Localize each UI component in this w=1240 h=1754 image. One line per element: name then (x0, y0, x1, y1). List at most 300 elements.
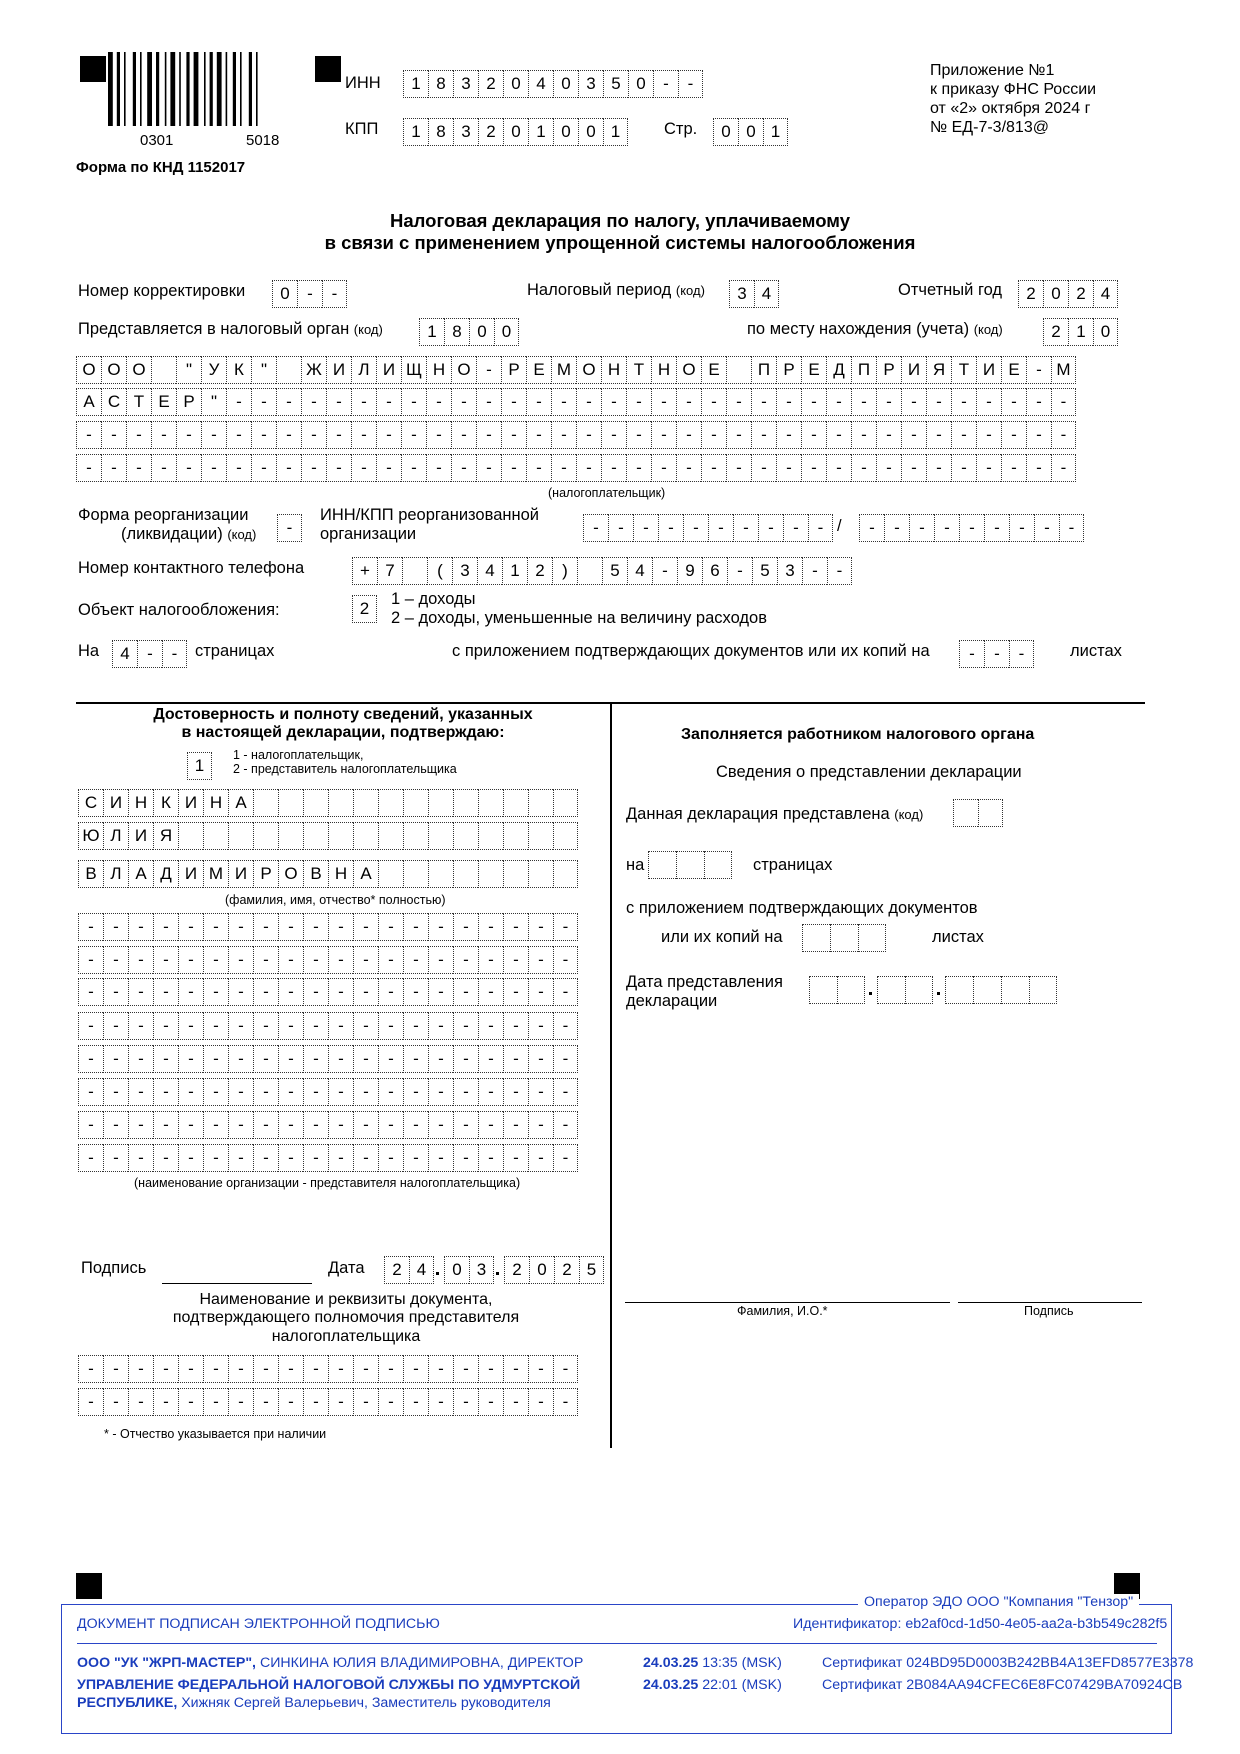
char-cell[interactable]: - (153, 946, 178, 974)
char-cell[interactable]: - (451, 388, 476, 416)
char-cell[interactable]: - (101, 421, 126, 449)
char-cell[interactable]: - (976, 388, 1001, 416)
char-cell[interactable]: - (128, 1012, 153, 1040)
char-cell[interactable]: - (228, 913, 253, 941)
char-cell[interactable]: - (701, 421, 726, 449)
char-cell[interactable]: - (151, 454, 176, 482)
char-cell[interactable]: 2 (527, 557, 552, 585)
char-cell[interactable]: 5 (602, 557, 627, 585)
char-cell[interactable]: - (303, 1078, 328, 1106)
char-cell[interactable]: - (426, 421, 451, 449)
char-cell[interactable]: - (103, 946, 128, 974)
char-cell[interactable]: О (76, 356, 101, 384)
char-cell[interactable]: 2 (1068, 280, 1093, 308)
char-cell[interactable]: - (253, 1388, 278, 1416)
char-cell[interactable]: 1 (187, 752, 212, 780)
char-cell[interactable]: Т (126, 388, 151, 416)
char-cell[interactable]: - (278, 1144, 303, 1172)
char-cell[interactable]: - (501, 388, 526, 416)
char-cell[interactable]: 0 (529, 1256, 554, 1284)
empty-cell[interactable] (802, 924, 830, 952)
char-cell[interactable]: - (884, 514, 909, 542)
char-cell[interactable]: - (426, 454, 451, 482)
char-cell[interactable] (403, 860, 428, 888)
char-cell[interactable]: 3 (777, 557, 802, 585)
char-cell[interactable]: - (1001, 421, 1026, 449)
char-cell[interactable]: - (403, 1355, 428, 1383)
char-cell[interactable] (577, 557, 602, 585)
char-cell[interactable]: - (476, 421, 501, 449)
char-cell[interactable]: - (453, 946, 478, 974)
char-cell[interactable]: - (103, 1111, 128, 1139)
char-cell[interactable] (528, 789, 553, 817)
char-cell[interactable]: 2 (478, 118, 503, 146)
char-cell[interactable]: Д (826, 356, 851, 384)
char-cell[interactable]: 0 (272, 280, 297, 308)
char-cell[interactable]: - (1026, 356, 1051, 384)
char-cell[interactable]: - (303, 1144, 328, 1172)
char-cell[interactable]: 4 (112, 640, 137, 668)
char-cell[interactable]: - (326, 421, 351, 449)
char-cell[interactable]: - (301, 388, 326, 416)
char-cell[interactable]: - (78, 1111, 103, 1139)
char-cell[interactable]: И (901, 356, 926, 384)
char-cell[interactable]: - (1001, 454, 1026, 482)
char-cell[interactable]: " (251, 356, 276, 384)
char-cell[interactable]: - (553, 1078, 578, 1106)
char-cell[interactable] (203, 822, 228, 850)
char-cell[interactable]: Т (626, 356, 651, 384)
char-cell[interactable]: Л (103, 822, 128, 850)
char-cell[interactable]: 0 (578, 118, 603, 146)
char-cell[interactable]: - (653, 70, 678, 98)
char-cell[interactable]: - (128, 946, 153, 974)
char-cell[interactable] (553, 789, 578, 817)
char-cell[interactable]: - (633, 514, 658, 542)
char-cell[interactable]: - (228, 1144, 253, 1172)
char-cell[interactable]: - (551, 388, 576, 416)
char-cell[interactable]: - (851, 388, 876, 416)
char-cell[interactable]: 2 (554, 1256, 579, 1284)
char-cell[interactable]: - (802, 557, 827, 585)
char-cell[interactable]: - (328, 1111, 353, 1139)
empty-cell[interactable] (858, 924, 886, 952)
char-cell[interactable]: - (178, 946, 203, 974)
char-cell[interactable]: - (103, 1355, 128, 1383)
char-cell[interactable]: 9 (677, 557, 702, 585)
char-cell[interactable]: 0 (503, 118, 528, 146)
char-cell[interactable] (402, 557, 427, 585)
char-cell[interactable]: О (576, 356, 601, 384)
char-cell[interactable]: - (403, 913, 428, 941)
char-cell[interactable]: Р (776, 356, 801, 384)
char-cell[interactable] (528, 822, 553, 850)
char-cell[interactable]: 0 (738, 118, 763, 146)
char-cell[interactable]: - (708, 514, 733, 542)
char-cell[interactable] (503, 822, 528, 850)
char-cell[interactable]: - (401, 421, 426, 449)
char-cell[interactable]: Я (153, 822, 178, 850)
char-cell[interactable]: - (901, 421, 926, 449)
char-cell[interactable]: - (153, 1012, 178, 1040)
char-cell[interactable]: - (901, 454, 926, 482)
char-cell[interactable]: - (428, 1388, 453, 1416)
char-cell[interactable]: - (428, 1144, 453, 1172)
char-cell[interactable] (228, 822, 253, 850)
char-cell[interactable]: 0 (1043, 280, 1068, 308)
char-cell[interactable] (528, 860, 553, 888)
char-cell[interactable]: 7 (377, 557, 402, 585)
char-cell[interactable]: - (426, 388, 451, 416)
char-cell[interactable]: - (727, 557, 752, 585)
char-cell[interactable]: П (751, 356, 776, 384)
char-cell[interactable]: - (428, 1078, 453, 1106)
char-cell[interactable]: - (959, 514, 984, 542)
char-cell[interactable]: - (478, 1388, 503, 1416)
char-cell[interactable]: - (278, 1012, 303, 1040)
char-cell[interactable]: - (153, 1111, 178, 1139)
char-cell[interactable] (276, 356, 301, 384)
char-cell[interactable]: Т (951, 356, 976, 384)
char-cell[interactable]: 0 (713, 118, 738, 146)
char-cell[interactable] (553, 860, 578, 888)
char-cell[interactable]: - (328, 1012, 353, 1040)
char-cell[interactable]: - (228, 1388, 253, 1416)
char-cell[interactable]: - (203, 1144, 228, 1172)
char-cell[interactable]: - (608, 514, 633, 542)
char-cell[interactable]: - (528, 1078, 553, 1106)
empty-cell[interactable] (648, 851, 676, 879)
char-cell[interactable]: - (701, 454, 726, 482)
char-cell[interactable]: - (353, 946, 378, 974)
char-cell[interactable]: - (576, 421, 601, 449)
char-cell[interactable]: - (353, 978, 378, 1006)
char-cell[interactable]: 8 (428, 70, 453, 98)
char-cell[interactable]: Р (876, 356, 901, 384)
char-cell[interactable]: - (253, 1012, 278, 1040)
char-cell[interactable]: У (201, 356, 226, 384)
char-cell[interactable]: Л (351, 356, 376, 384)
char-cell[interactable]: - (401, 454, 426, 482)
char-cell[interactable]: - (428, 1355, 453, 1383)
char-cell[interactable]: И (128, 822, 153, 850)
char-cell[interactable]: И (976, 356, 1001, 384)
char-cell[interactable]: Р (253, 860, 278, 888)
char-cell[interactable]: - (553, 1144, 578, 1172)
char-cell[interactable]: 2 (1043, 318, 1068, 346)
char-cell[interactable]: - (501, 421, 526, 449)
char-cell[interactable]: 8 (428, 118, 453, 146)
char-cell[interactable]: - (178, 1388, 203, 1416)
char-cell[interactable]: - (328, 1144, 353, 1172)
char-cell[interactable]: - (951, 421, 976, 449)
char-cell[interactable]: - (128, 1355, 153, 1383)
char-cell[interactable]: К (226, 356, 251, 384)
char-cell[interactable]: 6 (702, 557, 727, 585)
char-cell[interactable]: И (103, 789, 128, 817)
char-cell[interactable]: М (551, 356, 576, 384)
char-cell[interactable]: - (103, 1388, 128, 1416)
char-cell[interactable]: - (203, 1078, 228, 1106)
char-cell[interactable]: Е (801, 356, 826, 384)
char-cell[interactable]: - (876, 454, 901, 482)
char-cell[interactable]: - (278, 1388, 303, 1416)
char-cell[interactable]: - (403, 1388, 428, 1416)
char-cell[interactable] (503, 860, 528, 888)
char-cell[interactable]: - (876, 421, 901, 449)
char-cell[interactable]: - (78, 1355, 103, 1383)
char-cell[interactable]: - (478, 978, 503, 1006)
char-cell[interactable]: - (583, 514, 608, 542)
char-cell[interactable] (253, 789, 278, 817)
char-cell[interactable]: 0 (553, 70, 578, 98)
char-cell[interactable]: - (351, 388, 376, 416)
char-cell[interactable]: Щ (401, 356, 426, 384)
char-cell[interactable]: - (103, 1012, 128, 1040)
empty-cell[interactable] (1001, 976, 1029, 1004)
char-cell[interactable] (453, 789, 478, 817)
char-cell[interactable]: - (503, 946, 528, 974)
char-cell[interactable]: Н (328, 860, 353, 888)
char-cell[interactable]: - (328, 1355, 353, 1383)
char-cell[interactable]: - (984, 640, 1009, 668)
char-cell[interactable]: - (278, 1355, 303, 1383)
char-cell[interactable]: - (297, 280, 322, 308)
char-cell[interactable] (303, 789, 328, 817)
char-cell[interactable]: - (153, 1388, 178, 1416)
char-cell[interactable]: - (1059, 514, 1084, 542)
char-cell[interactable] (503, 789, 528, 817)
char-cell[interactable]: О (676, 356, 701, 384)
char-cell[interactable]: - (553, 913, 578, 941)
char-cell[interactable]: 1 (603, 118, 628, 146)
char-cell[interactable]: - (553, 946, 578, 974)
char-cell[interactable]: - (276, 454, 301, 482)
char-cell[interactable]: И (178, 789, 203, 817)
char-cell[interactable]: - (137, 640, 162, 668)
char-cell[interactable] (428, 822, 453, 850)
char-cell[interactable]: - (478, 1078, 503, 1106)
char-cell[interactable]: 5 (579, 1256, 604, 1284)
char-cell[interactable]: 4 (409, 1256, 434, 1284)
char-cell[interactable]: - (501, 454, 526, 482)
char-cell[interactable]: - (151, 421, 176, 449)
char-cell[interactable]: - (478, 1045, 503, 1073)
char-cell[interactable]: 8 (444, 318, 469, 346)
char-cell[interactable]: - (303, 1388, 328, 1416)
char-cell[interactable]: - (984, 514, 1009, 542)
char-cell[interactable]: В (303, 860, 328, 888)
char-cell[interactable]: - (503, 1012, 528, 1040)
char-cell[interactable]: - (78, 1144, 103, 1172)
char-cell[interactable]: - (201, 454, 226, 482)
char-cell[interactable]: - (403, 1012, 428, 1040)
char-cell[interactable]: - (808, 514, 833, 542)
char-cell[interactable]: - (976, 421, 1001, 449)
char-cell[interactable]: - (78, 1388, 103, 1416)
char-cell[interactable]: - (253, 913, 278, 941)
char-cell[interactable]: - (626, 454, 651, 482)
char-cell[interactable]: - (353, 1012, 378, 1040)
char-cell[interactable]: 5 (603, 70, 628, 98)
char-cell[interactable]: - (528, 1111, 553, 1139)
char-cell[interactable]: - (128, 1078, 153, 1106)
char-cell[interactable]: - (228, 946, 253, 974)
char-cell[interactable]: - (503, 1045, 528, 1073)
char-cell[interactable]: - (528, 1045, 553, 1073)
char-cell[interactable] (178, 822, 203, 850)
char-cell[interactable]: - (176, 454, 201, 482)
char-cell[interactable]: - (178, 1144, 203, 1172)
empty-cell[interactable] (1029, 976, 1057, 1004)
char-cell[interactable]: - (378, 913, 403, 941)
char-cell[interactable]: 3 (578, 70, 603, 98)
char-cell[interactable]: - (553, 1012, 578, 1040)
char-cell[interactable]: - (328, 913, 353, 941)
char-cell[interactable]: 3 (452, 557, 477, 585)
char-cell[interactable]: - (776, 454, 801, 482)
char-cell[interactable]: М (1051, 356, 1076, 384)
char-cell[interactable]: - (353, 1045, 378, 1073)
char-cell[interactable]: Р (501, 356, 526, 384)
char-cell[interactable]: - (301, 421, 326, 449)
char-cell[interactable]: " (201, 388, 226, 416)
char-cell[interactable] (478, 789, 503, 817)
char-cell[interactable] (253, 822, 278, 850)
char-cell[interactable]: - (228, 1111, 253, 1139)
char-cell[interactable]: ) (552, 557, 577, 585)
char-cell[interactable] (478, 822, 503, 850)
char-cell[interactable]: - (1009, 640, 1034, 668)
char-cell[interactable]: - (78, 1045, 103, 1073)
char-cell[interactable]: Н (128, 789, 153, 817)
char-cell[interactable]: В (78, 860, 103, 888)
char-cell[interactable]: - (478, 1355, 503, 1383)
char-cell[interactable]: 0 (628, 70, 653, 98)
char-cell[interactable]: - (826, 454, 851, 482)
char-cell[interactable]: 2 (1018, 280, 1043, 308)
char-cell[interactable]: Е (151, 388, 176, 416)
empty-cell[interactable] (877, 976, 905, 1004)
char-cell[interactable]: - (951, 454, 976, 482)
char-cell[interactable]: - (801, 388, 826, 416)
char-cell[interactable] (303, 822, 328, 850)
char-cell[interactable]: - (201, 421, 226, 449)
char-cell[interactable]: - (553, 978, 578, 1006)
char-cell[interactable]: - (751, 388, 776, 416)
char-cell[interactable]: - (503, 1078, 528, 1106)
char-cell[interactable]: - (726, 388, 751, 416)
char-cell[interactable]: - (959, 640, 984, 668)
char-cell[interactable]: - (328, 978, 353, 1006)
char-cell[interactable]: - (303, 913, 328, 941)
char-cell[interactable]: - (303, 978, 328, 1006)
char-cell[interactable]: Л (103, 860, 128, 888)
char-cell[interactable]: - (403, 1078, 428, 1106)
char-cell[interactable]: - (153, 1078, 178, 1106)
empty-cell[interactable] (953, 799, 978, 827)
char-cell[interactable]: - (153, 1045, 178, 1073)
char-cell[interactable]: 0 (494, 318, 519, 346)
char-cell[interactable]: О (278, 860, 303, 888)
char-cell[interactable] (726, 356, 751, 384)
char-cell[interactable]: - (128, 1144, 153, 1172)
char-cell[interactable]: - (678, 70, 703, 98)
char-cell[interactable]: - (451, 454, 476, 482)
char-cell[interactable]: - (203, 978, 228, 1006)
char-cell[interactable]: - (503, 913, 528, 941)
char-cell[interactable]: 0 (553, 118, 578, 146)
char-cell[interactable] (378, 789, 403, 817)
char-cell[interactable]: ( (427, 557, 452, 585)
char-cell[interactable]: - (253, 978, 278, 1006)
char-cell[interactable]: - (253, 1111, 278, 1139)
char-cell[interactable]: - (478, 946, 503, 974)
char-cell[interactable]: К (153, 789, 178, 817)
char-cell[interactable]: - (403, 978, 428, 1006)
char-cell[interactable]: Ю (78, 822, 103, 850)
char-cell[interactable]: - (328, 1078, 353, 1106)
char-cell[interactable]: - (726, 421, 751, 449)
char-cell[interactable]: 2 (504, 1256, 529, 1284)
char-cell[interactable]: - (776, 388, 801, 416)
char-cell[interactable]: - (926, 388, 951, 416)
char-cell[interactable]: - (676, 388, 701, 416)
char-cell[interactable]: 2 (478, 70, 503, 98)
char-cell[interactable]: - (453, 978, 478, 1006)
char-cell[interactable]: - (476, 454, 501, 482)
char-cell[interactable] (328, 789, 353, 817)
char-cell[interactable]: И (376, 356, 401, 384)
char-cell[interactable]: О (101, 356, 126, 384)
char-cell[interactable]: - (428, 913, 453, 941)
char-cell[interactable]: 1 (403, 118, 428, 146)
char-cell[interactable]: - (1051, 454, 1076, 482)
char-cell[interactable]: - (178, 1111, 203, 1139)
char-cell[interactable]: - (253, 946, 278, 974)
char-cell[interactable]: - (1026, 421, 1051, 449)
char-cell[interactable]: - (178, 978, 203, 1006)
char-cell[interactable]: - (376, 388, 401, 416)
char-cell[interactable]: - (378, 946, 403, 974)
char-cell[interactable]: О (126, 356, 151, 384)
char-cell[interactable]: - (253, 1045, 278, 1073)
char-cell[interactable]: - (428, 978, 453, 1006)
char-cell[interactable] (378, 860, 403, 888)
char-cell[interactable]: - (476, 356, 501, 384)
char-cell[interactable]: - (178, 1355, 203, 1383)
char-cell[interactable]: - (528, 946, 553, 974)
char-cell[interactable]: - (378, 1078, 403, 1106)
char-cell[interactable]: - (203, 946, 228, 974)
char-cell[interactable]: - (103, 978, 128, 1006)
char-cell[interactable]: - (178, 1045, 203, 1073)
char-cell[interactable]: - (553, 1355, 578, 1383)
char-cell[interactable] (403, 822, 428, 850)
char-cell[interactable]: - (428, 1045, 453, 1073)
char-cell[interactable]: - (76, 454, 101, 482)
char-cell[interactable]: - (103, 913, 128, 941)
char-cell[interactable]: - (228, 1012, 253, 1040)
char-cell[interactable]: 1 (419, 318, 444, 346)
char-cell[interactable]: - (851, 454, 876, 482)
char-cell[interactable]: - (1009, 514, 1034, 542)
char-cell[interactable]: - (351, 421, 376, 449)
char-cell[interactable]: - (683, 514, 708, 542)
char-cell[interactable]: Е (701, 356, 726, 384)
char-cell[interactable]: 2 (352, 595, 377, 623)
char-cell[interactable]: 2 (384, 1256, 409, 1284)
